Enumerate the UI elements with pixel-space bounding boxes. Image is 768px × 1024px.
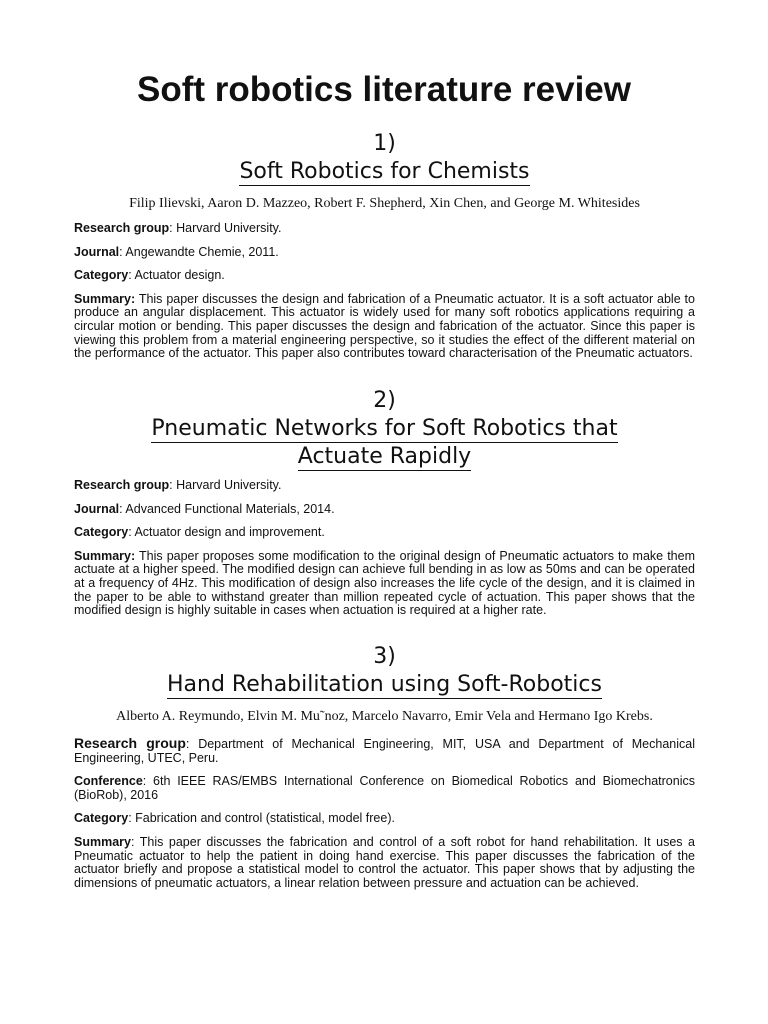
research-group-label: Research group xyxy=(74,221,170,235)
section-heading-text: Soft Robotics for Chemists xyxy=(239,159,530,184)
category-label: Category xyxy=(74,811,129,826)
journal-value: : Advanced Functional Materials, 2014. xyxy=(119,501,335,516)
section-heading xyxy=(74,671,695,699)
category-label: Category xyxy=(74,525,129,540)
journal-value: : Angewandte Chemie, 2011. xyxy=(119,244,279,259)
research-group-line xyxy=(74,222,695,236)
journal-line xyxy=(74,503,695,517)
journal-label: Journal xyxy=(74,244,120,259)
review-section-1 xyxy=(74,130,695,361)
category-line xyxy=(74,526,695,540)
category-value: : Fabrication and control (statistical, model free). xyxy=(128,811,395,826)
conference-value: : 6th IEEE RAS/EMBS International Conference on Biomedical Robotics and Biomechatronics (BioRob), 2016 xyxy=(74,774,695,802)
category-line xyxy=(74,269,695,283)
review-section-3 xyxy=(74,643,695,890)
research-group-label: Research group xyxy=(74,478,170,492)
category-line xyxy=(74,812,695,826)
section-heading-text: Hand Rehabilitation using Soft-Robotics xyxy=(167,672,602,697)
section-heading-line-1: Pneumatic Networks for Soft Robotics that xyxy=(151,416,618,441)
summary-paragraph xyxy=(74,550,695,618)
section-heading xyxy=(74,158,695,186)
section-authors: Alberto A. Reymundo, Elvin M. Mu˜noz, Marcelo Navarro, Emir Vela and Hermano Igo Krebs. xyxy=(116,709,653,724)
research-group-label: Research group xyxy=(74,735,186,751)
review-section-2 xyxy=(74,387,695,618)
summary-text: This paper discusses the design and fabrication of a Pneumatic actuator. It is a soft actuator able to produce an angular displacement. This actuator is widely used for many soft robotics applications requiring a circular motion or bending. This paper discusses the design and fabrication of the actuator. Since this paper is viewing this problem from a material engineering perspective, so it studies the effect of the different material on the performance of the actuator. This paper also contributes toward characterisation of the Pneumatic actuators. xyxy=(74,291,695,361)
section-authors: Filip Ilievski, Aaron D. Mazzeo, Robert F. Shepherd, Xin Chen, and George M. Whitesides xyxy=(129,196,640,211)
conference-line xyxy=(74,775,695,802)
summary-label: Summary xyxy=(74,834,131,849)
summary-text: : This paper discusses the fabrication and control of a soft robot for hand rehabilitation. It uses a Pneumatic actuator to help the patient in doing hand exercise. This paper discusses the fabrication of the actuator briefly and propose a statistical model to control the actuator. This paper shows that by adjusting the dimensions of pneumatic actuators, a linear relation between pressure and actuation can be achieved. xyxy=(74,834,695,890)
document-title: Soft robotics literature review xyxy=(136,70,632,109)
section-heading xyxy=(54,415,715,443)
research-group-line xyxy=(74,737,695,765)
section-number: 2) xyxy=(373,388,396,413)
section-heading-continued xyxy=(74,443,695,471)
summary-label: Summary: xyxy=(74,548,136,563)
journal-line xyxy=(74,246,695,260)
research-group-value: : Harvard University. xyxy=(169,478,282,492)
research-group-value: : Department of Mechanical Engineering, MIT, USA and Department of Mechanical Engineering, UTEC, Peru. xyxy=(74,737,695,765)
section-heading-line-2: Actuate Rapidly xyxy=(297,444,472,469)
summary-text: This paper proposes some modification to the original design of Pneumatic actuators to make them actuate at a higher speed. The modified design can achieve full bending in as low as 50ms and can be operated at a frequency of 4Hz. This modification of design also increases the life cycle of the design, and it is claimed in the paper to be able to withstand greater than million repeated cycle of actuation. This paper shows that the modified design is highly suitable in cases when actuation is required at a higher rate. xyxy=(74,548,695,618)
conference-label: Conference xyxy=(74,774,143,789)
section-number: 1) xyxy=(373,131,396,156)
category-value: : Actuator design. xyxy=(128,268,225,283)
category-value: : Actuator design and improvement. xyxy=(128,525,325,540)
summary-label: Summary: xyxy=(74,291,136,306)
summary-paragraph xyxy=(74,293,695,361)
category-label: Category xyxy=(74,268,129,283)
journal-label: Journal xyxy=(74,501,120,516)
summary-paragraph xyxy=(74,836,695,890)
research-group-value: : Harvard University. xyxy=(169,221,282,235)
research-group-line xyxy=(74,479,695,493)
section-number: 3) xyxy=(373,644,396,669)
